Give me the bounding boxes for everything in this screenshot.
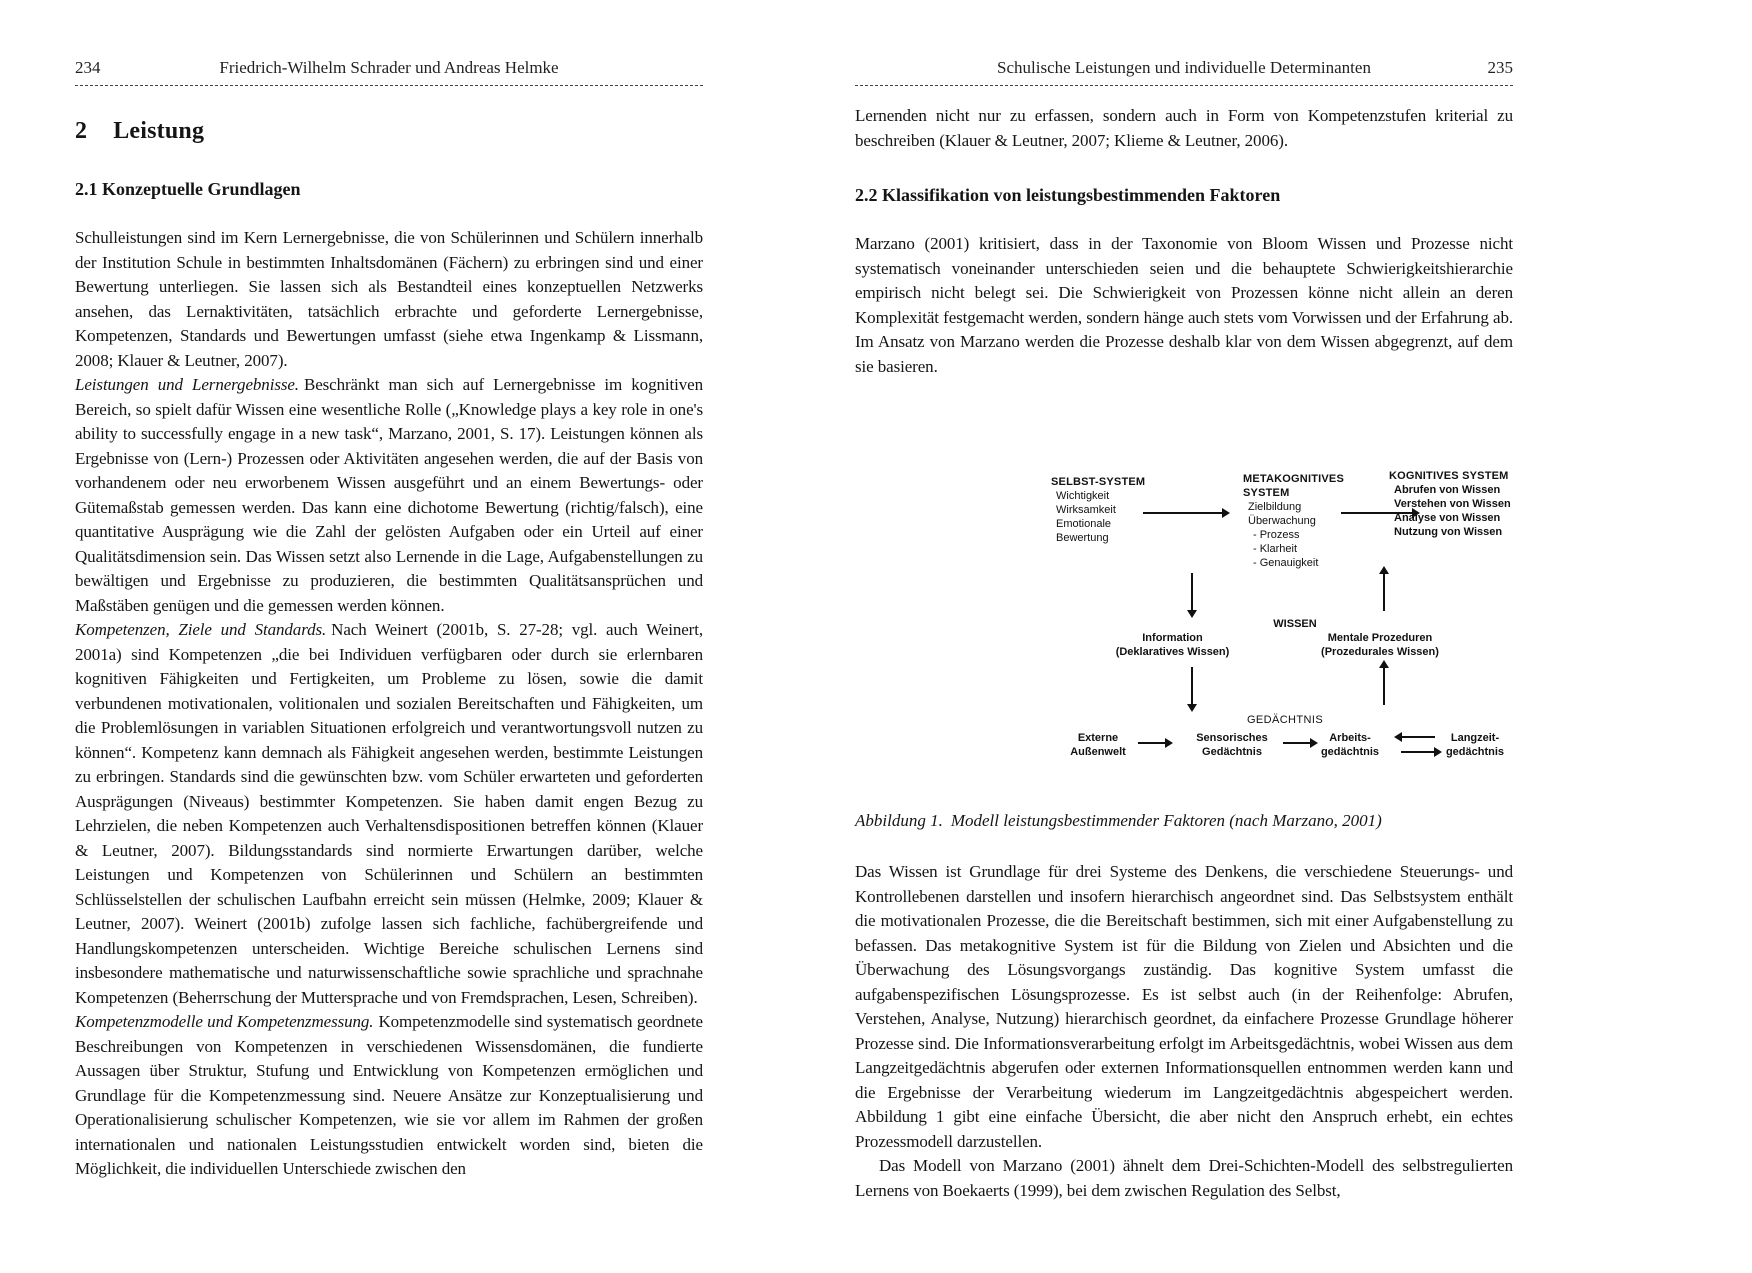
running-title-left: Friedrich-Wilhelm Schrader und Andreas Helmke bbox=[219, 58, 559, 77]
metacognitive-system-subitem: - Genauigkeit bbox=[1253, 557, 1319, 569]
paragraph-boekaerts: Das Modell von Marzano (2001) ähnelt dem Drei-Schichten-Modell des selbstregulierten Lernens von Boekaerts (1999), bei dem zwischen Regulation des Selbst, bbox=[855, 1156, 1513, 1200]
subsection-heading-2-1: 2.1 Konzeptuelle Grundlagen bbox=[75, 179, 301, 199]
running-header-right bbox=[855, 58, 1513, 86]
mental-procedures-node: Mentale Prozeduren (Prozedurales Wissen) bbox=[1321, 632, 1439, 658]
memory-node-external-world: Externe Außenwelt bbox=[1070, 732, 1126, 758]
cognitive-system-items bbox=[1389, 483, 1511, 539]
arrow-right-icon bbox=[1138, 742, 1166, 744]
self-system-box bbox=[1051, 475, 1145, 545]
memory-node-longterm: Langzeit- gedächtnis bbox=[1445, 732, 1505, 758]
section-heading bbox=[75, 118, 703, 145]
metacognitive-system-subitem: - Prozess bbox=[1253, 529, 1300, 541]
self-system-item: Wichtigkeit bbox=[1056, 490, 1110, 502]
figure-marzano-model bbox=[855, 415, 1525, 783]
paragraph-schulleistungen: Schulleistungen sind im Kern Lernergebnisse, die von Schülerinnen und Schülern innerhalb der Institution Schule in bestimmten Inhaltsdomänen (Fächern) zu erbringen sind und einer Bewertung unterliegen. Sie lassen sich als Bestandteil eines konzeptuellen Netzwerks ansehen, das Lernaktivitäten, tatsächlich erbrachte und geforderte Lernergebnisse, Kompetenzen, Standards und Bewertungen umfasst (siehe etwa Ingenkamp & Lissmann, 2008; Klauer & Leutner, 2007). bbox=[75, 228, 703, 370]
right-page-body bbox=[855, 104, 1513, 1203]
arrow-down-icon bbox=[1191, 667, 1193, 705]
cognitive-system-box bbox=[1389, 469, 1511, 539]
paragraph-kompetenzen-ziele-standards: Kompetenzen, Ziele und Standards. Nach Weinert (2001b, S. 27-28; vgl. auch Weinert, 2001a) sind Kompetenzen „die bei Individuen verfügbaren oder durch sie erlernbaren kognitiven Fähigkeiten und Fertigkeiten, um Probleme zu lösen, sowie die damit verbundenen motivationalen, volitionalen und sozialen Bereitschaften und Fähigkeiten, um die Problemlösungen in variablen Situationen erfolgreich und verantwortungsvoll nutzen zu können“. Kompetenz kann demnach als Fähigkeit angesehen werden, bestimmte Leistungen zu erbringen. Standards sind die gewünschten bzw. vom Schüler erwarteten und geforderten Ausprägungen (Niveaus) bestimmter Kompetenzen. Sie haben damit engen Bezug zu Lehrzielen, die neben Kompetenzen auch Verhaltensdispositionen betreffen können (Klauer & Leutner, 2007). Bildungsstandards sind normierte Erwartungen darüber, welche Leistungen und Kompetenzen von Schülerinnen und Schülern an bestimmten Schlüsselstellen der schulischen Laufbahn erreicht sein müssen (Helmke, 2009; Klauer & Leutner, 2007). Weinert (2001b) zufolge lassen sich fachliche, fachübergreifende und Handlungskompetenzen unterscheiden. Wichtige Bereiche schulischen Lernens sind insbesondere mathematische und naturwissenschaftliche sowie sprachliche und sprachnahe Kompetenzen (Beherrschung der Muttersprache und von Fremdsprachen, Lesen, Schreiben). bbox=[75, 620, 704, 1007]
metacognitive-system-box bbox=[1243, 472, 1344, 570]
paragraph-kompetenzmodelle: Kompetenzmodelle und Kompetenzmessung. Kompetenzmodelle sind systematisch geordnete Beschreibungen von Kompetenzen in verschiedenen Wissensdomänen, die fundierte Aussagen über Struktur, Stufung und Entwicklung von Kompetenzen ermöglichen und Grundlage für die Kompetenzmessung sind. Neuere Ansätze zur Konzeptualisierung und Operationalisierung schulischer Kompetenzen, wie sie vor allem im Rahmen der großen internationalen und nationalen Leistungsstudien entwickelt worden sind, bieten die Möglichkeit, die individuellen Unterschiede zwischen den bbox=[75, 1012, 703, 1178]
running-title-right: Schulische Leistungen und individuelle Determinanten bbox=[997, 58, 1371, 77]
arrow-down-icon bbox=[1191, 573, 1193, 611]
self-system-title: SELBST-SYSTEM bbox=[1051, 476, 1146, 488]
subsection-heading-2-2: 2.2 Klassifikation von leistungsbestimmenden Faktoren bbox=[855, 185, 1281, 205]
metacognitive-system-items bbox=[1243, 500, 1344, 570]
self-system-item: Wirksamkeit bbox=[1056, 504, 1116, 516]
figure-caption-label: Abbildung 1. bbox=[855, 811, 943, 830]
cognitive-system-item: Abrufen von Wissen bbox=[1394, 484, 1501, 496]
section-title: Leistung bbox=[113, 118, 205, 144]
cognitive-system-item: Nutzung von Wissen bbox=[1394, 526, 1503, 538]
memory-node-working: Arbeits- gedächtnis bbox=[1320, 732, 1380, 758]
arrow-up-icon bbox=[1383, 667, 1385, 705]
paragraph-drei-systeme: Das Wissen ist Grundlage für drei Systeme des Denkens, die verschiedene Steuerungs- und Kontrollebenen darstellen und insofern hierarchisch angeordnet sind. Das Selbstsystem enthält die motivationalen Prozesse, die die Bereitschaft bestimmen, sich mit einer Aufgabenstellung zu befassen. Das metakognitive System ist für die Bildung von Zielen und Absichten und die Überwachung des Lösungsvorgangs zuständig. Das kognitive System umfasst die aufgabenspezifischen Lösungsprozesse. Es ist selbst auch (in der Reihenfolge: Abrufen, Verstehen, Analyse, Nutzung) hierarchisch geordnet, da einfachere Prozesse Grundlage höherer Prozesse sind. Die Informationsverarbeitung erfolgt im Arbeitsgedächtnis, wobei Wissen aus dem Langzeitgedächtnis abgerufen oder externen Informationsquellen entnommen werden kann und die Ergebnisse der Verarbeitung wiederum im Langzeitgedächtnis abgespeichert werden. Abbildung 1 gibt eine einfache Übersicht, die aber nicht den Anspruch erhebt, ein echtes Prozessmodell darzustellen. bbox=[855, 862, 1513, 1151]
metacognitive-system-item: Zielbildung bbox=[1248, 501, 1302, 513]
paragraph-carryover: Lernenden nicht nur zu erfassen, sondern auch in Form von Kompetenzstufen kriterial zu beschreiben (Klauer & Leutner, 2007; Klieme & Leutner, 2006). bbox=[855, 106, 1513, 150]
cognitive-system-item: Analyse von Wissen bbox=[1394, 512, 1501, 524]
section-number: 2 bbox=[75, 118, 88, 144]
paragraph-lead: Kompetenzmodelle und Kompetenzmessung. bbox=[75, 1012, 374, 1031]
metacognitive-system-title: SYSTEM bbox=[1243, 487, 1290, 499]
left-page-body bbox=[75, 118, 703, 1182]
cognitive-system-item: Verstehen von Wissen bbox=[1394, 498, 1511, 510]
figure-caption-text: Modell leistungsbestimmender Faktoren (nach Marzano, 2001) bbox=[950, 811, 1382, 830]
metacognitive-system-item: Überwachung bbox=[1248, 515, 1316, 527]
metacognitive-system-subitem: - Klarheit bbox=[1253, 543, 1298, 555]
page-number-right: 235 bbox=[1487, 58, 1513, 77]
cognitive-system-title: KOGNITIVES SYSTEM bbox=[1389, 470, 1509, 482]
paragraph-lead: Kompetenzen, Ziele und Standards. bbox=[75, 620, 327, 639]
self-system-item: Emotionale bbox=[1056, 518, 1112, 530]
paragraph-marzano-kritik: Marzano (2001) kritisiert, dass in der Taxonomie von Bloom Wissen und Prozesse nicht systematisch voneinander unterschieden seien und die behauptete Schwierigkeitshierarchie empirisch nicht belegt sei. Die Schwierigkeit von Prozessen könne nicht allein an deren Komplexität festgemacht werden, sondern hänge auch stets vom Vorwissen und der Erfahrung ab. Im Ansatz von Marzano werden die Prozesse deshalb klar von dem Wissen abgegrenzt, auf dem sie basieren. bbox=[855, 234, 1513, 376]
figure-caption bbox=[855, 809, 1513, 832]
memory-node-sensory: Sensorisches Gedächtnis bbox=[1196, 732, 1268, 758]
page-number-left: 234 bbox=[75, 58, 101, 77]
metacognitive-system-title: METAKOGNITIVES bbox=[1243, 473, 1344, 485]
paragraph-lead: Leistungen und Lernergebnisse. bbox=[75, 375, 299, 394]
memory-label: GEDÄCHTNIS bbox=[1246, 714, 1324, 726]
self-system-item: Bewertung bbox=[1056, 532, 1109, 544]
arrow-right-icon bbox=[1143, 512, 1223, 514]
running-header-left bbox=[75, 58, 703, 86]
paragraph-leistungen-lernergebnisse: Leistungen und Lernergebnisse. Beschränkt man sich auf Lernergebnisse im kognitiven Bereich, so spielt dafür Wissen eine wesentliche Rolle („Knowledge plays a key role in one's ability to successfully engage in a new task“, Marzano, 2001, S. 17). Leistungen können als Ergebnisse von (Lern-) Prozessen oder Aktivitäten angesehen werden, die auf der Basis von vorhandenem oder neu erworbenem Wissen ausgeführt und an einem Bewertungs- oder Gütemaßstab gemessen werden. Das kann eine dichotome Bewertung (richtig/falsch), eine quantitative Ausprägung wie die Zahl der gelösten Aufgaben oder ein Urteil auf einer Qualitätsdimension sein. Das Wissen setzt also Lernende in die Lage, Aufgabenstellungen zu bewältigen und Ergebnisse zu produzieren, die bestimmten Qualitätsansprüchen und Maßstäben genügen und die gemessen werden können. bbox=[75, 375, 703, 615]
self-system-items bbox=[1051, 489, 1145, 545]
knowledge-label: WISSEN bbox=[1273, 618, 1317, 630]
information-node: Information (Deklaratives Wissen) bbox=[1115, 632, 1230, 658]
arrow-up-icon bbox=[1383, 573, 1385, 611]
